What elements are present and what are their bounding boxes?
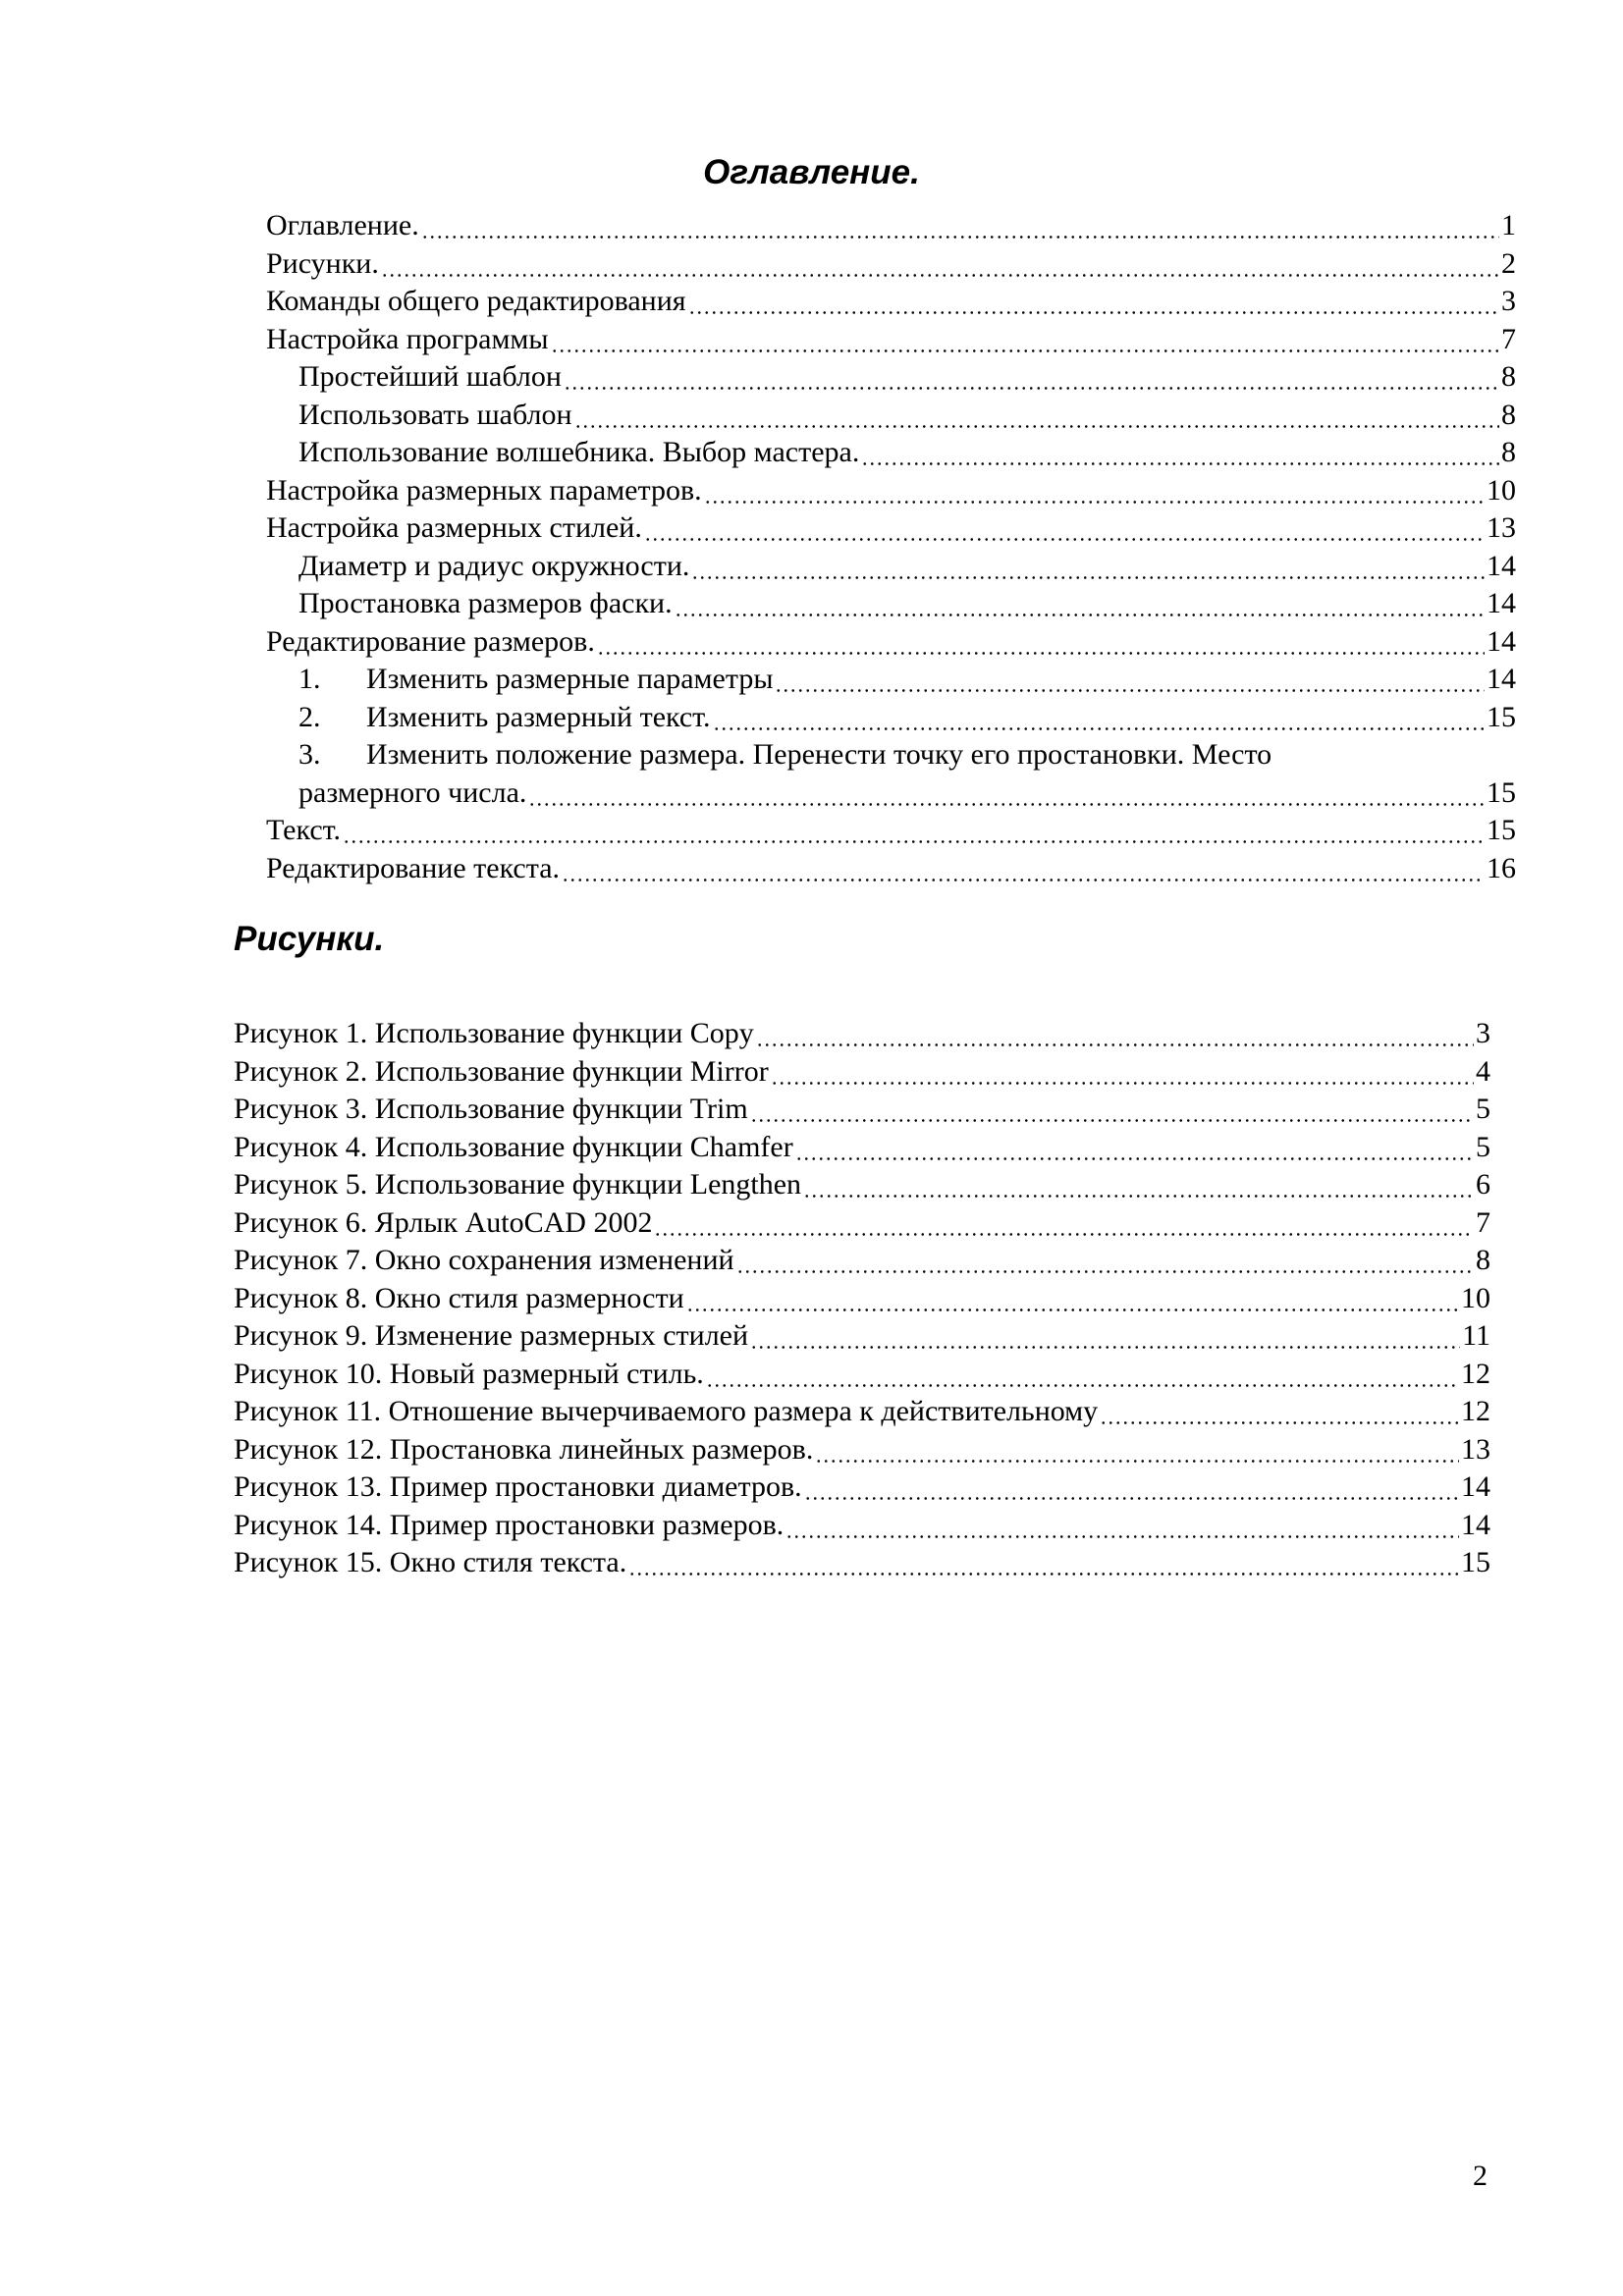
- toc-numbered-entry[interactable]: [266, 736, 1516, 774]
- figure-page-number: 15: [1461, 1546, 1490, 1578]
- list-number: 3.: [298, 738, 321, 771]
- figure-page-number: 10: [1461, 1281, 1490, 1314]
- figure-entry[interactable]: Рисунок 6. Ярлык AutoCAD 2002 7: [234, 1204, 1490, 1243]
- figure-page-number: 7: [1476, 1205, 1490, 1239]
- figure-entry[interactable]: Рисунок 4. Использование функции Chamfer 5: [234, 1129, 1490, 1167]
- toc-entry[interactable]: Редактирование размеров. 14: [266, 623, 1516, 662]
- figure-entry[interactable]: Рисунок 7. Окно сохранения изменений 8: [234, 1242, 1490, 1280]
- toc-subentry[interactable]: Простейший шаблон 8: [266, 358, 1516, 397]
- toc-page-number: 14: [1487, 663, 1516, 695]
- toc-entry[interactable]: Текст. 15: [266, 812, 1516, 850]
- figure-page-number: 14: [1461, 1508, 1490, 1541]
- figure-page-number: 5: [1476, 1130, 1490, 1163]
- toc-entry[interactable]: Настройка программы 7: [266, 321, 1516, 359]
- toc-page-number: 16: [1487, 851, 1516, 884]
- figure-entry[interactable]: Рисунок 14. Пример простановки размеров. 14: [234, 1507, 1490, 1545]
- figures-list: [234, 1015, 1490, 1582]
- figure-entry[interactable]: Рисунок 11. Отношение вычерчиваемого размера к действительному 12: [234, 1393, 1490, 1431]
- toc-entry[interactable]: Настройка размерных стилей. 13: [266, 509, 1516, 548]
- figure-page-number: 5: [1476, 1093, 1490, 1125]
- toc-entry-continuation[interactable]: размерного числа. 15: [266, 774, 1516, 813]
- figure-page-number: 3: [1476, 1017, 1490, 1049]
- figure-page-number: 12: [1461, 1357, 1490, 1390]
- figure-entry[interactable]: Рисунок 9. Изменение размерных стилей 11: [234, 1317, 1490, 1356]
- toc-page-number: 8: [1501, 436, 1516, 468]
- toc-entry[interactable]: Команды общего редактирования 3: [266, 283, 1516, 321]
- toc-page-number: 15: [1487, 700, 1516, 733]
- toc-subentry[interactable]: Использование волшебника. Выбор мастера. 8: [266, 434, 1516, 472]
- toc-page-number: 13: [1487, 511, 1516, 544]
- figure-entry[interactable]: Рисунок 1. Использование функции Copy 3: [234, 1015, 1490, 1053]
- figure-entry[interactable]: Рисунок 12. Простановка линейных размеров. 13: [234, 1431, 1490, 1469]
- figure-entry[interactable]: Рисунок 13. Пример простановки диаметров. 14: [234, 1468, 1490, 1507]
- toc-list: [266, 207, 1516, 887]
- toc-page-number: 3: [1501, 285, 1516, 317]
- figure-entry[interactable]: Рисунок 15. Окно стиля текста. 15: [234, 1544, 1490, 1582]
- list-number: 2.: [298, 700, 321, 733]
- list-number: 1.: [298, 663, 321, 695]
- figure-page-number: 14: [1461, 1470, 1490, 1503]
- toc-entry[interactable]: Рисунки. 2: [266, 245, 1516, 284]
- toc-page-number: 15: [1487, 814, 1516, 846]
- figure-page-number: 6: [1476, 1168, 1490, 1201]
- figure-entry[interactable]: Рисунок 8. Окно стиля размерности 10: [234, 1280, 1490, 1318]
- page-number: 2: [1473, 2160, 1488, 2192]
- toc-entry[interactable]: Редактирование текста. 16: [266, 850, 1516, 888]
- figure-entry[interactable]: Рисунок 3. Использование функции Trim 5: [234, 1091, 1490, 1129]
- toc-page-number: 8: [1501, 398, 1516, 431]
- toc-page-number: 14: [1487, 549, 1516, 582]
- toc-page-number: 8: [1501, 360, 1516, 393]
- figure-entry[interactable]: Рисунок 5. Использование функции Lengthen 6: [234, 1166, 1490, 1204]
- figure-page-number: 13: [1461, 1432, 1490, 1466]
- toc-heading: Оглавление.: [703, 153, 920, 191]
- figure-page-number: 4: [1476, 1054, 1490, 1088]
- figure-entry[interactable]: Рисунок 2. Использование функции Mirror 4: [234, 1053, 1490, 1092]
- figures-heading: Рисунки.: [234, 920, 385, 958]
- toc-page-number: 14: [1487, 587, 1516, 619]
- toc-page-number: 7: [1501, 322, 1516, 355]
- toc-page-number: 14: [1487, 624, 1516, 658]
- toc-page-number: 1: [1501, 209, 1516, 241]
- figure-entry[interactable]: Рисунок 10. Новый размерный стиль. 12: [234, 1356, 1490, 1394]
- toc-page-number: 10: [1487, 473, 1516, 507]
- toc-page-number: 15: [1487, 775, 1516, 809]
- toc-subentry[interactable]: Диаметр и радиус окружности. 14: [266, 548, 1516, 586]
- toc-page-number: 2: [1501, 246, 1516, 280]
- toc-subentry[interactable]: Использовать шаблон 8: [266, 397, 1516, 435]
- figure-page-number: 8: [1476, 1244, 1490, 1276]
- toc-entry[interactable]: Настройка размерных параметров. 10: [266, 472, 1516, 510]
- figure-page-number: 11: [1462, 1319, 1490, 1352]
- toc-subentry[interactable]: Простановка размеров фаски. 14: [266, 585, 1516, 623]
- toc-entry-label: Изменить положение размера. Перенести точку его простановки. Место: [366, 738, 1272, 771]
- figure-page-number: 12: [1461, 1395, 1490, 1427]
- toc-entry[interactable]: Оглавление. 1: [266, 207, 1516, 245]
- toc-numbered-entry[interactable]: 1. Изменить размерные параметры 14: [266, 661, 1516, 699]
- toc-numbered-entry[interactable]: 2. Изменить размерный текст. 15: [266, 699, 1516, 737]
